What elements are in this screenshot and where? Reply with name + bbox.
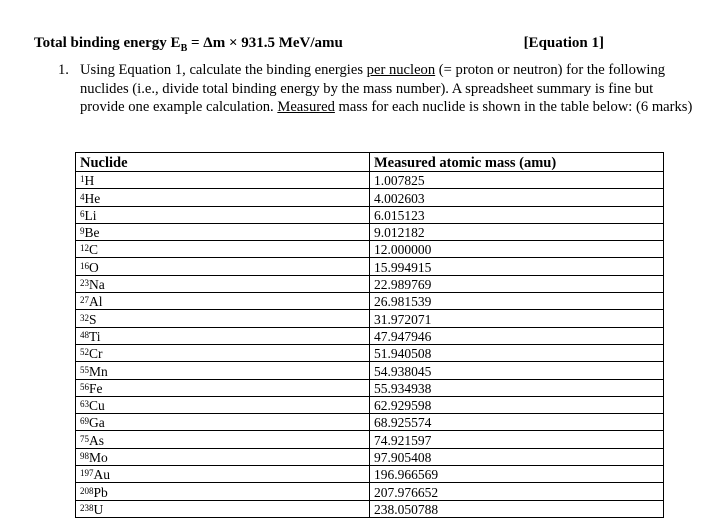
atomic-mass-cell: 55.934938 xyxy=(370,379,664,396)
mass-number: 23 xyxy=(80,278,89,289)
element-symbol: Cu xyxy=(89,398,105,414)
table-row xyxy=(76,241,664,258)
atomic-mass-cell: 26.981539 xyxy=(370,293,664,310)
element-symbol: O xyxy=(89,259,99,275)
nuclide-cell xyxy=(76,396,370,413)
mass-number: 208 xyxy=(80,485,94,496)
element-symbol: Mn xyxy=(89,363,108,379)
table-row xyxy=(76,396,664,413)
equation-text xyxy=(34,34,343,58)
element-symbol: C xyxy=(89,242,99,258)
mass-number: 75 xyxy=(80,433,89,444)
table-row xyxy=(76,293,664,310)
atomic-mass-cell: 12.000000 xyxy=(370,241,664,258)
question-part2: (= proton or neutron) for the following nuclides (i.e., divide total binding energy by the mass number). A spreadsheet summary is fine but provide one example calculation. xyxy=(80,62,666,115)
nuclide-cell xyxy=(76,189,370,206)
atomic-mass-cell: 4.002603 xyxy=(370,189,664,206)
table-row xyxy=(76,431,664,448)
nuclide-cell xyxy=(76,466,370,483)
table-row xyxy=(76,223,664,240)
element-symbol: As xyxy=(89,432,105,448)
equation-subscript: B xyxy=(180,43,188,54)
atomic-mass-cell: 207.976652 xyxy=(370,483,664,500)
element-symbol: He xyxy=(84,190,101,206)
equation-rhs: = Δm × 931.5 MeV/amu xyxy=(187,35,343,51)
mass-number: 27 xyxy=(80,295,89,306)
table-row xyxy=(76,275,664,292)
atomic-mass-cell: 47.947946 xyxy=(370,327,664,344)
nuclide-cell xyxy=(76,500,370,517)
element-symbol: Cr xyxy=(89,346,103,362)
mass-number: 4 xyxy=(80,191,85,202)
table-row xyxy=(76,310,664,327)
nuclide-cell xyxy=(76,362,370,379)
mass-number: 6 xyxy=(80,208,85,219)
atomic-mass-cell: 51.940508 xyxy=(370,344,664,361)
atomic-mass-cell: 6.015123 xyxy=(370,206,664,223)
nuclide-cell xyxy=(76,448,370,465)
nuclide-cell xyxy=(76,258,370,275)
atomic-mass-cell: 62.929598 xyxy=(370,396,664,413)
atomic-mass-cell: 54.938045 xyxy=(370,362,664,379)
table-header-row xyxy=(76,153,664,172)
mass-number: 56 xyxy=(80,381,89,392)
element-symbol: Pb xyxy=(93,484,108,500)
equation-lhs: Total binding energy E xyxy=(34,35,181,51)
mass-number: 55 xyxy=(80,364,89,375)
table-row xyxy=(76,448,664,465)
table-row xyxy=(76,379,664,396)
atomic-mass-cell: 9.012182 xyxy=(370,223,664,240)
table-row xyxy=(76,189,664,206)
atomic-mass-cell: 31.972071 xyxy=(370,310,664,327)
question-part1: Using Equation 1, calculate the binding energies xyxy=(80,62,367,78)
element-symbol: Ga xyxy=(89,415,105,431)
atomic-mass-cell: 196.966569 xyxy=(370,466,664,483)
mass-number: 197 xyxy=(80,468,94,479)
element-symbol: Li xyxy=(84,207,97,223)
question-underline-per-nucleon: per nucleon xyxy=(366,62,436,78)
nuclide-cell xyxy=(76,327,370,344)
mass-number: 69 xyxy=(80,416,89,427)
question-underline-measured: Measured xyxy=(277,99,335,115)
element-symbol: Fe xyxy=(89,380,103,396)
element-symbol: S xyxy=(89,311,97,327)
mass-number: 16 xyxy=(80,260,89,271)
nuclide-cell xyxy=(76,310,370,327)
nuclide-cell xyxy=(76,414,370,431)
nuclide-cell xyxy=(76,223,370,240)
mass-number: 52 xyxy=(80,347,89,358)
nuclide-cell xyxy=(76,483,370,500)
mass-number: 48 xyxy=(80,329,89,340)
nuclide-cell xyxy=(76,293,370,310)
mass-number: 238 xyxy=(80,502,94,513)
mass-number: 12 xyxy=(80,243,89,254)
header-nuclide: Nuclide xyxy=(76,153,370,172)
atomic-mass-cell: 22.989769 xyxy=(370,275,664,292)
nuclide-cell xyxy=(76,431,370,448)
element-symbol: Al xyxy=(89,294,103,310)
element-symbol: Ti xyxy=(89,328,101,344)
atomic-mass-cell: 97.905408 xyxy=(370,448,664,465)
nuclide-cell xyxy=(76,275,370,292)
nuclide-cell xyxy=(76,379,370,396)
element-symbol: U xyxy=(93,501,104,517)
table-row xyxy=(76,483,664,500)
table-row xyxy=(76,344,664,361)
table-row xyxy=(76,172,664,189)
table-row xyxy=(76,466,664,483)
element-symbol: Mo xyxy=(89,450,108,466)
nuclide-cell xyxy=(76,206,370,223)
question-part3: mass for each nuclide is shown in the table below: (6 marks) xyxy=(334,99,693,115)
table-row xyxy=(76,414,664,431)
nuclide-cell xyxy=(76,344,370,361)
table-row xyxy=(76,327,664,344)
atomic-mass-cell: 238.050788 xyxy=(370,500,664,517)
atomic-mass-cell: 15.994915 xyxy=(370,258,664,275)
element-symbol: Na xyxy=(89,277,105,293)
equation-label: [Equation 1] xyxy=(523,35,604,51)
element-symbol: Be xyxy=(84,225,100,241)
mass-number: 9 xyxy=(80,226,85,237)
nuclide-mass-table xyxy=(75,152,664,518)
question-number: 1. xyxy=(58,62,69,78)
table-row xyxy=(76,206,664,223)
mass-number: 63 xyxy=(80,399,89,410)
atomic-mass-cell: 74.921597 xyxy=(370,431,664,448)
element-symbol: H xyxy=(84,173,95,189)
element-symbol: Au xyxy=(93,467,110,483)
table-row xyxy=(76,362,664,379)
table-row xyxy=(76,500,664,517)
mass-number: 32 xyxy=(80,312,89,323)
atomic-mass-cell: 68.925574 xyxy=(370,414,664,431)
atomic-mass-cell: 1.007825 xyxy=(370,172,664,189)
question-text xyxy=(80,61,698,117)
nuclide-cell xyxy=(76,241,370,258)
nuclide-cell xyxy=(76,172,370,189)
header-measured-mass: Measured atomic mass (amu) xyxy=(370,153,664,172)
mass-number: 1 xyxy=(80,174,85,185)
table-row xyxy=(76,258,664,275)
mass-number: 98 xyxy=(80,451,89,462)
